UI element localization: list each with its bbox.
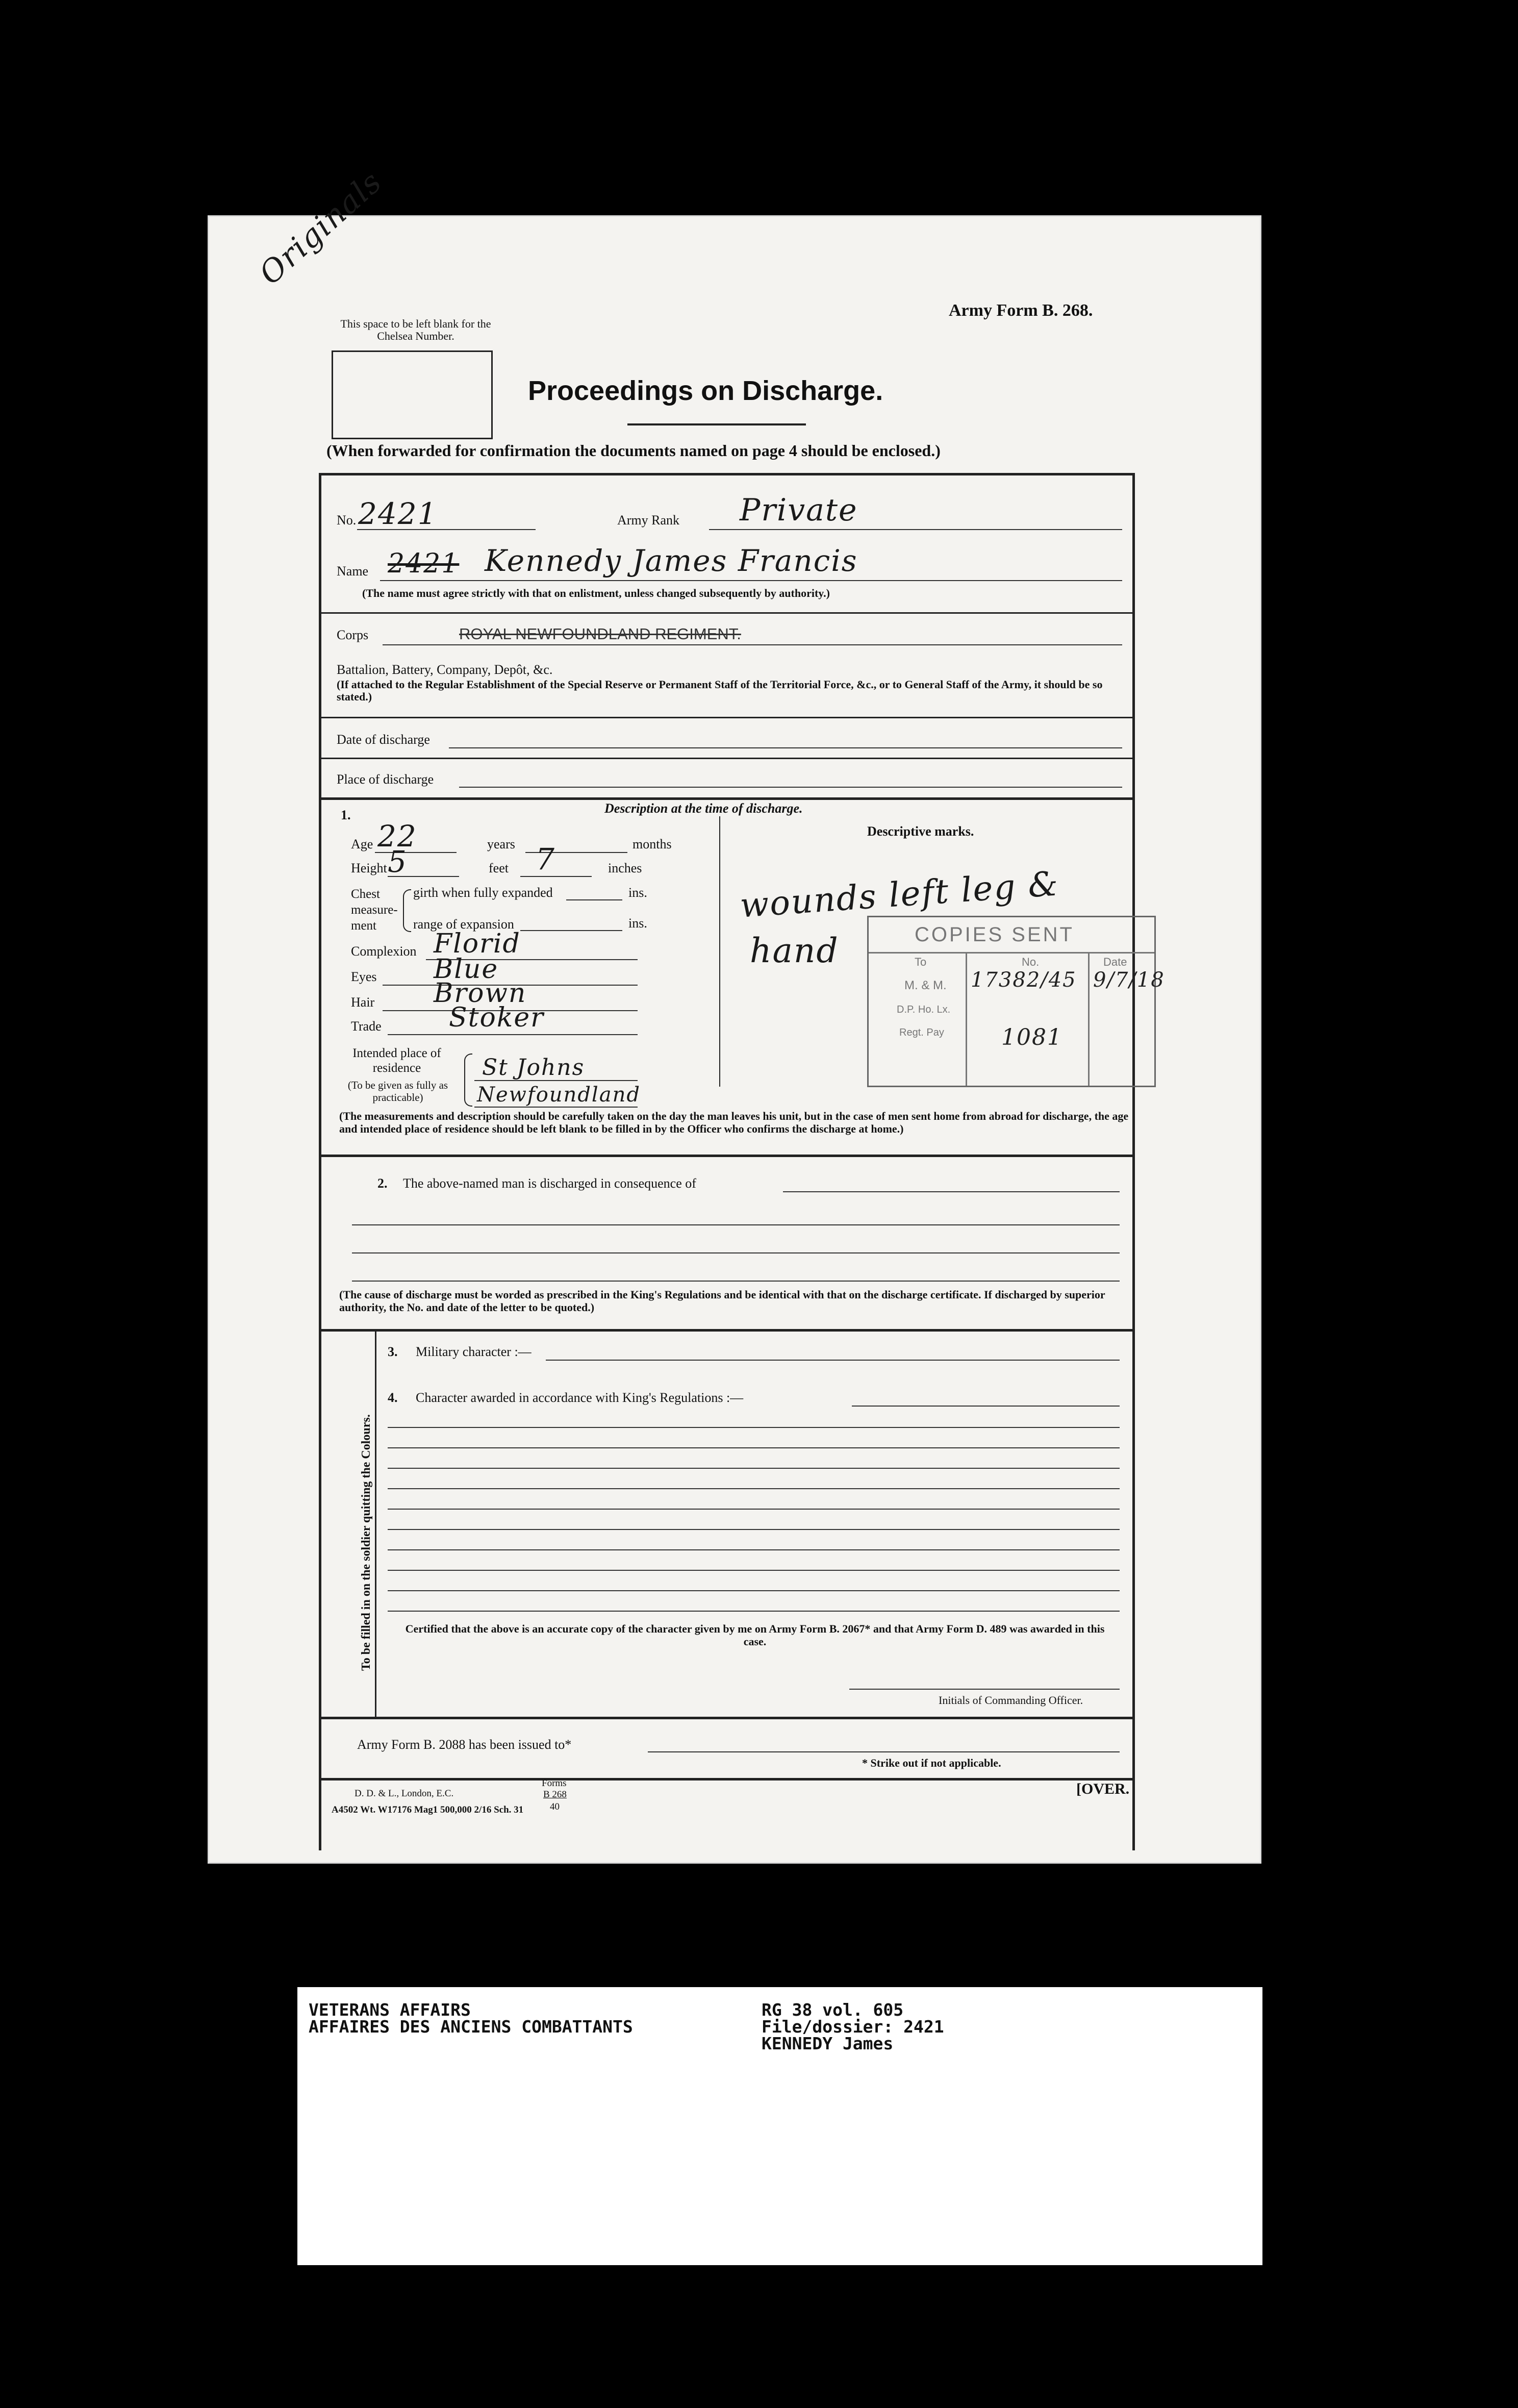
discharge-line-3 [352, 1252, 1120, 1253]
stamp-row-2: D.P. Ho. Lx. [897, 1004, 951, 1015]
section-4-number: 4. [388, 1390, 398, 1405]
residence-bracket [464, 1054, 472, 1107]
side-divider [375, 1329, 376, 1717]
description-divider [719, 816, 720, 1087]
name-line [380, 580, 1122, 581]
residence-label: Intended place of residence [352, 1046, 441, 1075]
age-value: 22 [377, 819, 417, 854]
inches-label: inches [608, 861, 642, 875]
frame-right [1132, 473, 1135, 1850]
character-awarded-label: Character awarded in accordance with King's Regulations :— [416, 1390, 744, 1405]
divider-6 [319, 1329, 1135, 1332]
strike-note: * Strike out if not applicable. [862, 1757, 1001, 1769]
months-label: months [633, 837, 672, 851]
discharge-line-1 [783, 1191, 1120, 1192]
archive-dept-fr: AFFAIRES DES ANCIENS COMBATTANTS [309, 2017, 633, 2037]
section-3-number: 3. [388, 1344, 398, 1359]
descriptive-marks-value-1: wounds left leg & [739, 864, 1060, 925]
name-label: Name [337, 564, 369, 579]
stamp-col-date: Date [1103, 956, 1127, 968]
discharge-line-4 [352, 1281, 1120, 1282]
descriptive-marks-heading: Descriptive marks. [867, 824, 974, 839]
name-struck: 2421 [388, 548, 460, 579]
over-label: [OVER. [1076, 1780, 1130, 1797]
discharge-line-2 [352, 1224, 1120, 1225]
height-label: Height [351, 861, 387, 875]
frame-bottom [319, 1778, 1135, 1780]
age-line [375, 852, 457, 853]
character-line-5 [388, 1488, 1120, 1489]
eyes-value: Blue [434, 954, 499, 985]
service-number: 2421 [358, 496, 438, 531]
residence-value-1: St Johns [482, 1055, 585, 1081]
stamp-title: COPIES SENT [915, 923, 1074, 946]
inches-line [520, 876, 592, 877]
stamp-entry-2: 1081 [1001, 1024, 1062, 1050]
corps-line [383, 644, 1122, 645]
feet-line [388, 876, 459, 877]
rank-label: Army Rank [617, 513, 680, 528]
complexion-label: Complexion [351, 944, 417, 959]
range-label: range of expansion [413, 917, 514, 932]
height-feet-value: 5 [388, 844, 408, 879]
character-line-10 [388, 1590, 1120, 1591]
military-character-line [546, 1360, 1120, 1361]
archive-dept-en: VETERANS AFFAIRS [309, 2000, 471, 2020]
character-line-9 [388, 1570, 1120, 1571]
archive-surname: KENNEDY James [762, 2034, 894, 2053]
rank-value: Private [740, 492, 858, 528]
b2088-line [648, 1751, 1120, 1752]
girth-ins-label: ins. [628, 885, 647, 900]
residence-note: (To be given as fully as practicable) [347, 1079, 448, 1103]
name-note: (The name must agree strictly with that on enlistment, unless changed subsequently by authority.) [362, 587, 830, 599]
trade-label: Trade [351, 1019, 382, 1034]
section-1-number: 1. [341, 808, 351, 822]
height-inches-value: 7 [536, 842, 555, 876]
divider-7 [319, 1717, 1135, 1719]
archive-file: File/dossier: 2421 [762, 2017, 944, 2037]
stamp-col-no: No. [1022, 956, 1040, 968]
title-underline [627, 423, 806, 425]
feet-label: feet [489, 861, 509, 875]
b2088-label: Army Form B. 2088 has been issued to* [357, 1737, 572, 1752]
girth-label: girth when fully expanded [413, 885, 553, 900]
stamp-entry-date: 9/7/18 [1093, 968, 1165, 992]
frame-top [319, 473, 1135, 475]
form-title: Proceedings on Discharge. [528, 375, 883, 406]
copies-sent-stamp [867, 916, 1165, 1087]
no-line [357, 529, 536, 530]
character-line-8 [388, 1549, 1120, 1550]
stamp-header-line [869, 952, 1154, 954]
character-line-6 [388, 1509, 1120, 1510]
stamp-divider-1 [966, 952, 967, 1086]
date-label: Date of discharge [337, 732, 430, 747]
battalion-note: (If attached to the Regular Establishment of the Special Reserve or Permanent Staff of the Territorial Force, &c., or to General Staff of the Army, it should be so stated.) [337, 678, 1103, 703]
complexion-value: Florid [434, 929, 521, 959]
stamp-row-3: Regt. Pay [899, 1027, 944, 1038]
battalion-label: Battalion, Battery, Company, Depôt, &c. [337, 662, 553, 677]
range-ins-label: ins. [628, 916, 647, 931]
measurement-note: (The measurements and description should be carefully taken on the day the man leaves his unit, but in the case of men sent home from abroad for discharge, the age and intended place of residence should be left blank to be filled in by the Officer who confirms the discharge at home.) [339, 1110, 1129, 1135]
place-line [459, 787, 1122, 788]
residence-value-2: Newfoundland [477, 1083, 641, 1107]
character-line-1 [852, 1406, 1120, 1407]
military-character-label: Military character :— [416, 1344, 532, 1359]
character-line-3 [388, 1447, 1120, 1448]
range-line [520, 930, 622, 931]
discharge-note: (The cause of discharge must be worded as prescribed in the King's Regulations and be identical with that on the discharge certificate. If discharged by superior authority, the No. and date of the letter to be quoted.) [339, 1288, 1105, 1314]
archive-label-card [297, 1987, 1262, 2265]
archive-volume: RG 38 vol. 605 [762, 2000, 904, 2020]
character-line-11 [388, 1611, 1120, 1612]
chelsea-note: This space to be left blank for the Chelsea Number. [340, 317, 491, 342]
rank-line [709, 529, 1122, 530]
chest-bracket [403, 889, 411, 932]
age-label: Age [351, 837, 373, 851]
character-line-7 [388, 1529, 1120, 1530]
no-label: No. [337, 513, 357, 528]
form-sheet [209, 164, 1260, 1862]
years-label: years [487, 837, 515, 851]
date-line [449, 747, 1122, 748]
divider-2 [319, 717, 1135, 718]
stamp-entry-no: 17382/45 [971, 968, 1077, 992]
residence-line-1 [474, 1080, 638, 1081]
frame-left [319, 473, 321, 1850]
form-number: Army Form B. 268. [949, 301, 1093, 320]
girth-line [566, 899, 622, 900]
character-line-4 [388, 1468, 1120, 1469]
chelsea-number-box [332, 350, 493, 439]
descriptive-marks-value-2: hand [750, 931, 839, 970]
divider-5 [319, 1155, 1135, 1157]
hair-value: Brown [434, 978, 527, 1009]
eyes-label: Eyes [351, 969, 377, 984]
residence-line-2 [474, 1107, 638, 1108]
divider-1 [319, 612, 1135, 614]
initials-label: Initials of Commanding Officer. [939, 1694, 1083, 1707]
colours-side-label: To be filled in on the soldier quitting the Colours. [360, 1414, 373, 1671]
chest-label: Chest measure-ment [351, 887, 398, 933]
section-2-number: 2. [377, 1176, 388, 1191]
place-label: Place of discharge [337, 772, 434, 787]
hair-label: Hair [351, 995, 375, 1010]
forms-code: B 268 [543, 1789, 567, 1800]
discharge-text: The above-named man is discharged in consequence of [403, 1176, 696, 1191]
trade-line [388, 1034, 638, 1035]
name-value: Kennedy James Francis [485, 543, 858, 578]
corps-label: Corps [337, 628, 369, 642]
stamp-row-1: M. & M. [904, 979, 947, 992]
certified-statement: Certified that the above is an accurate copy of the character given by me on Army Form B. 2067* and that Army Form D. 489 was awarded in this case. [405, 1622, 1105, 1648]
printer-line: D. D. & L., London, E.C. [355, 1788, 454, 1799]
divider-3 [319, 758, 1135, 759]
character-line-2 [388, 1427, 1120, 1428]
stamp-col-to: To [915, 956, 927, 968]
print-code: A4502 Wt. W17176 Mag1 500,000 2/16 Sch. 31 [332, 1804, 524, 1815]
originals-annotation: Originals [252, 164, 389, 292]
stamp-divider-2 [1088, 952, 1090, 1086]
corps-value: ROYAL NEWFOUNDLAND REGIMENT. [459, 625, 741, 643]
trade-value: Stoker [449, 1002, 544, 1033]
divider-4 [319, 797, 1135, 800]
forms-label: Forms [542, 1778, 567, 1789]
forms-num: 40 [550, 1801, 560, 1812]
initials-line [849, 1689, 1120, 1690]
description-heading: Description at the time of discharge. [604, 801, 803, 816]
forwarding-note: (When forwarded for confirmation the documents named on page 4 should be enclosed.) [326, 441, 941, 460]
